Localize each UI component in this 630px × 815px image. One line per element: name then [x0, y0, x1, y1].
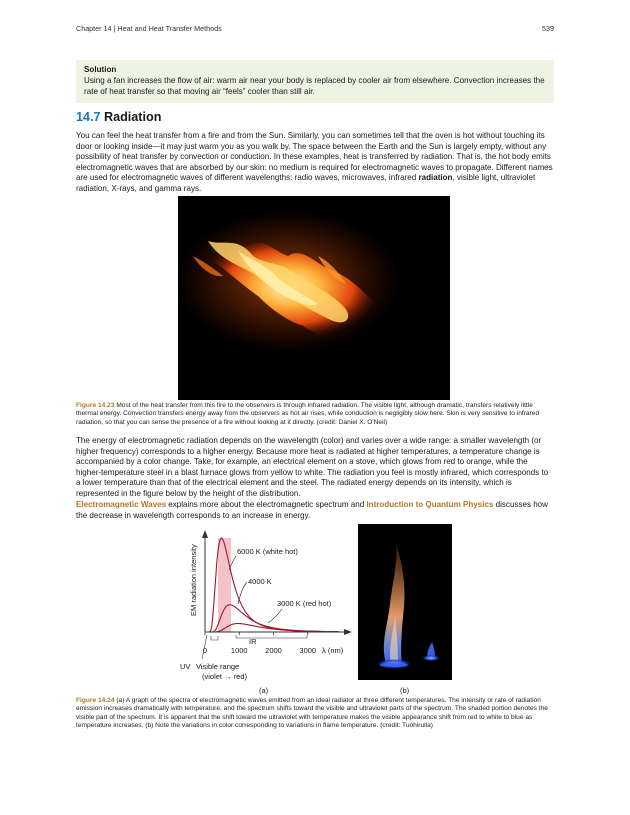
y-axis-label: EM radiation intensity: [189, 544, 198, 616]
ir-bracket: [236, 635, 307, 638]
blackbody-chart: [172, 524, 364, 694]
paragraph-links-mid: explains more about the electromagnetic spectrum and: [166, 500, 367, 509]
figure-14-24-caption: [76, 697, 554, 731]
running-header: [76, 24, 554, 33]
ir-label: IR: [249, 637, 257, 646]
subfigure-a-label: (a): [259, 686, 269, 695]
uv-label: UV: [180, 662, 191, 671]
link-electromagnetic-waves[interactable]: Electromagnetic Waves: [76, 500, 167, 509]
blackbody-graph: [172, 524, 364, 694]
label-6000k: 6000 K (white hot): [237, 547, 298, 556]
fire-photo: [178, 196, 450, 400]
figure-14-24-text: (a) A graph of the spectra of electromagnetic waves emitted from an ideal radiator at three different temperatures. The intensity or rate of radiation emission increases dramatically with temperature, and the spectrum shifts toward the visible and ultraviolet parts of the spectrum. The shaded portion denotes the visible part of the spectrum. It is apparent that the shift toward the ultraviolet with temperature makes the visible appearance shift from red to white to blue as temperature increases. (b) Note the variations in color corresponding to variations in flame temperature. (credit: Tuohirulla): [76, 697, 548, 730]
flame-photo: [358, 524, 452, 680]
y-axis-arrow: [202, 530, 208, 538]
visible-range-label: Visible range: [196, 662, 240, 671]
leader-3000k: [268, 609, 282, 623]
section-heading: [76, 110, 161, 124]
figure-14-23-text: Most of the heat transfer from this fire to the observers is through infrared radiation. The visible light, although dramatic, transfers relatively little thermal energy. Convection transfers energy away from the observers as hot air rises, while conduction is negligibly slow here. Skin is very sensitive to infrared radiation, so that you can sense the presence of a fire without looking at it directly. (credit: Daniel X. O'Neil): [76, 402, 540, 426]
x-tick-label: 3000: [299, 646, 317, 655]
paragraph-energy: The energy of electromagnetic radiation depends on the wavelength (color) and varies over a wide range: a smaller wavelength (or higher frequency) corresponds to a higher energy. Because more heat is radiated at higher temperatures, a temperature change is accompanied by a color change. Take, for example, an electrical element on a stove, which glows from red to orange, while the higher-temperature steel in a blast furnace glows from yellow to white. The radiation you feel is mostly infrared, which corresponds to a lower temperature than that of the electrical element and the steel. The radiated energy depends on its intensity, which is represented in the figure below by the height of the distribution.: [76, 436, 549, 498]
term-radiation: radiation: [418, 173, 453, 183]
label-4000k: 4000 K: [248, 577, 272, 586]
x-tick-label: 2000: [265, 646, 282, 655]
paragraph-links: [76, 500, 554, 521]
x-axis-label: λ (nm): [322, 646, 344, 655]
chapter-title: Chapter 14 | Heat and Heat Transfer Methods: [76, 24, 222, 33]
visible-bracket: [211, 636, 218, 640]
subfigure-b-label: (b): [400, 686, 410, 695]
fire-illustration: [178, 196, 450, 400]
flame-illustration: [358, 524, 452, 680]
solution-box: [76, 60, 554, 103]
x-axis-arrow: [344, 629, 352, 635]
solution-title: Solution: [84, 65, 117, 74]
link-quantum-physics[interactable]: Introduction to Quantum Physics: [366, 500, 494, 509]
figure-14-23-caption: [76, 402, 554, 427]
paragraph-links-end: discusses how the decrease in wavelength corresponds to an increase in energy.: [76, 500, 548, 520]
section-number: 14.7: [76, 110, 101, 124]
solution-text: Using a fan increases the flow of air: warm air near your body is replaced by cooler air from elsewhere. Convection increases the rate of heat transfer so that moving air “feels” cooler than still air.: [84, 76, 545, 96]
section-title: Radiation: [104, 110, 162, 124]
label-3000k: 3000 K (red hot): [277, 599, 332, 608]
paragraph-intro-text: You can feel the heat transfer from a fire and from the Sun. Similarly, you can sometimes tell that the oven is hot without touching its door or looking inside—it may just warm you as you walk by. The space between the Earth and the Sun is largely empty, without any possibility of heat transfer by convection or conduction. In these examples, heat is transferred by radiation. That is, the hot body emits electromagnetic waves that are absorbed by our skin: no medium is required for electromagnetic waves to propagate. Different names are used for electromagnetic waves of different wavelengths: radio waves, microwaves, infrared: [76, 131, 553, 183]
figure-14-23-label: Figure 14.23: [76, 402, 115, 409]
x-tick-label: 0: [202, 646, 208, 655]
paragraph-intro: [76, 131, 554, 195]
figure-14-24-label: Figure 14.24: [76, 697, 115, 704]
page-number: 539: [542, 24, 554, 33]
paragraph-intro-end: , visible light, ultraviolet radiation, X-rays, and gamma rays.: [76, 173, 536, 193]
x-tick-label: 1000: [230, 646, 248, 655]
visible-range-sublabel: (violet → red): [202, 672, 248, 681]
